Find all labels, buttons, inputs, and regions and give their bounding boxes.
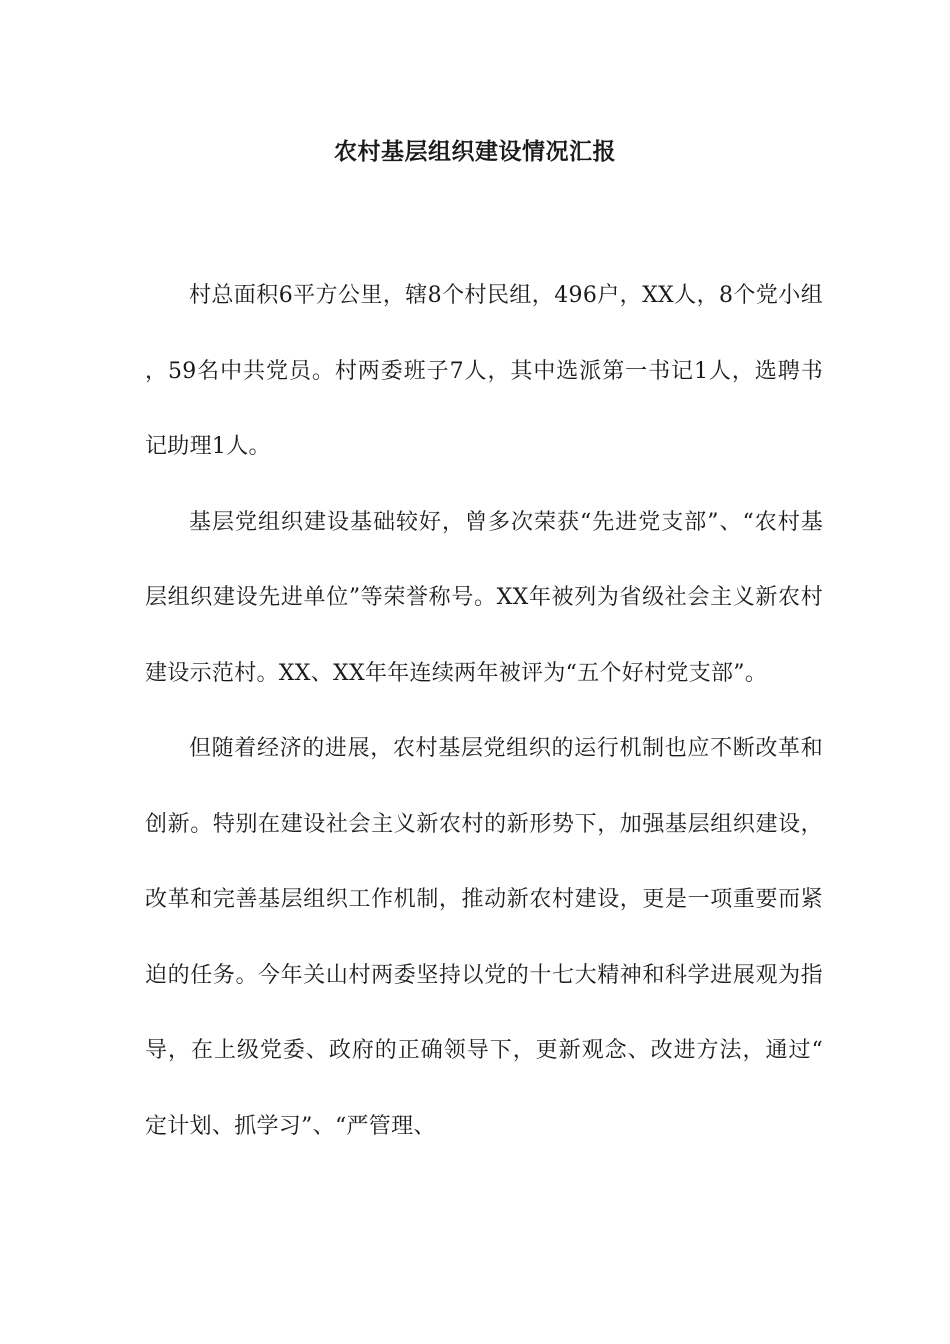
document-body <box>145 258 823 1164</box>
paragraph-honors: 基层党组织建设基础较好，曾多次荣获“先进党支部”、“农村基层组织建设先进单位”等荣誉称号。XX年被列为省级社会主义新农村建设示范村。XX、XX年年连续两年被评为“五个好村党支部”。 <box>145 509 823 686</box>
paragraph-village-overview: 村总面积6平方公里，辖8个村民组，496户，XX人，8个党小组，59名中共党员。村两委班子7人，其中选派第一书记1人，选聘书记助理1人。 <box>145 283 823 459</box>
paragraph-reform: 但随着经济的进展，农村基层党组织的运行机制也应不断改革和创新。特别在建设社会主义新农村的新形势下，加强基层组织建设，改革和完善基层组织工作机制，推动新农村建设，更是一项重要而紧迫的任务。今年关山村两委坚持以党的十七大精神和科学进展观为指导，在上级党委、政府的正确领导下，更新观念、改进方法，通过“定计划、抓学习”、“严管理、 <box>145 736 823 1139</box>
document-title: 农村基层组织建设情况汇报 <box>334 138 616 165</box>
